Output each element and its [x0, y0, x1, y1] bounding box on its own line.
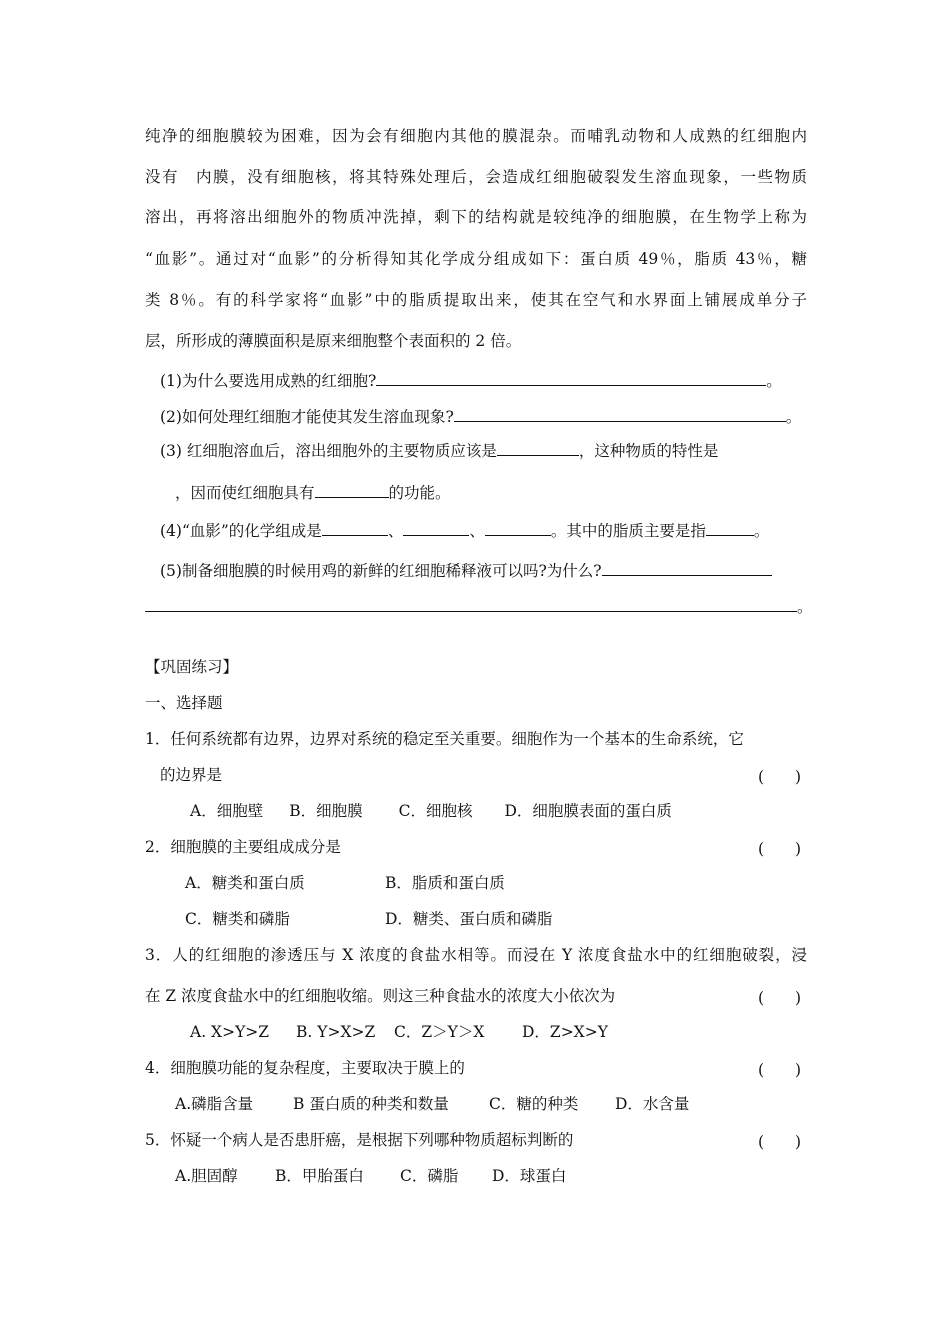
separator: 、: [469, 522, 485, 540]
question-4-text: 。其中的脂质主要是指: [550, 522, 706, 540]
passage-line: 层，所形成的薄膜面积是原来细胞整个表面积的 2 倍。: [145, 332, 522, 350]
answer-blank[interactable]: [706, 521, 754, 536]
answer-blank[interactable]: [485, 521, 551, 536]
mc-question-3-stem-2: 在 Z 浓度食盐水中的红细胞收缩。则这三种食盐水的浓度大小依次为: [145, 987, 616, 1005]
mc-question-4-stem: 4．细胞膜功能的复杂程度，主要取决于膜上的: [145, 1059, 465, 1077]
option-c[interactable]: C．细胞核: [398, 802, 473, 820]
mc-question-2-options-row-1: [185, 873, 505, 893]
passage-line: 溶出，再将溶出细胞外的物质冲洗掉，剩下的结构就是较纯净的细胞膜，在生物学上称为: [145, 208, 807, 226]
option-b[interactable]: B. Y>X>Z: [296, 1023, 376, 1041]
answer-blank[interactable]: [315, 483, 389, 498]
option-b[interactable]: B 蛋白质的种类和数量: [293, 1095, 449, 1113]
question-4: [160, 521, 769, 541]
answer-blank[interactable]: [145, 597, 797, 612]
answer-paren[interactable]: ( ): [758, 840, 802, 858]
answer-blank[interactable]: [403, 521, 469, 536]
passage-line: 类 8％。有的科学家将“血影”中的脂质提取出来，使其在空气和水界面上铺展成单分子: [145, 291, 807, 309]
question-4-text: (4)“血影”的化学组成是: [160, 522, 322, 540]
option-c[interactable]: C．糖的种类: [489, 1095, 579, 1113]
option-c[interactable]: C．磷脂: [400, 1167, 459, 1185]
question-2-text: (2)如何处理红细胞才能使其发生溶血现象?: [160, 408, 454, 426]
mc-question-3-options: [190, 1022, 608, 1042]
question-3-text: ，这种物质的特性是: [578, 442, 719, 460]
option-a[interactable]: A．糖类和蛋白质: [185, 874, 305, 892]
option-d[interactable]: D．水含量: [615, 1095, 690, 1113]
answer-paren[interactable]: ( ): [758, 1133, 802, 1151]
mc-question-2-options-row-2: [185, 909, 552, 929]
question-3-line-2: [175, 483, 451, 503]
option-a[interactable]: A. X>Y>Z: [190, 1023, 270, 1041]
question-5-text: (5)制备细胞膜的时候用鸡的新鲜的红细胞稀释液可以吗?为什么?: [160, 562, 602, 580]
option-d[interactable]: D．Z>X>Y: [522, 1023, 608, 1041]
mc-question-1-options: [190, 801, 672, 821]
question-5-line-2: [145, 597, 813, 617]
option-c[interactable]: C．Z＞Y＞X: [394, 1023, 485, 1041]
answer-paren[interactable]: ( ): [758, 768, 802, 786]
option-a[interactable]: A.磷脂含量: [175, 1095, 254, 1113]
end-mark: 。: [785, 408, 802, 426]
end-mark: 。: [753, 522, 770, 540]
option-a[interactable]: A.胆固醇: [175, 1167, 238, 1185]
mc-question-1-stem: 1．任何系统都有边界，边界对系统的稳定至关重要。细胞作为一个基本的生命系统，它: [145, 730, 744, 748]
separator: 、: [387, 522, 404, 540]
answer-paren[interactable]: ( ): [758, 989, 802, 1007]
question-3-text: (3) 红细胞溶血后，溶出细胞外的主要物质应该是: [160, 442, 497, 460]
option-d[interactable]: D．糖类、蛋白质和磷脂: [385, 910, 553, 928]
question-3-line-1: [160, 441, 718, 461]
end-mark: 。: [797, 598, 813, 616]
mc-question-5-stem: 5．怀疑一个病人是否患肝癌，是根据下列哪种物质超标判断的: [145, 1131, 574, 1149]
mc-question-5-options: [175, 1166, 566, 1186]
question-2: [160, 407, 801, 427]
end-mark: 。: [766, 372, 782, 390]
question-1-text: (1)为什么要选用成熟的红细胞?: [160, 372, 377, 390]
answer-paren[interactable]: ( ): [758, 1061, 802, 1079]
question-3-text: ，因而使红细胞具有: [175, 484, 315, 502]
option-b[interactable]: B．脂质和蛋白质: [385, 874, 505, 892]
mc-question-1-stem-2: 的边界是: [160, 766, 223, 784]
answer-blank[interactable]: [454, 407, 786, 422]
passage-line: “血影”。通过对“血影”的分析得知其化学成分组成如下：蛋白质 49％，脂质 43％，糖: [145, 250, 807, 268]
mc-question-3-stem: 3．人的红细胞的渗透压与 X 浓度的食盐水相等。而浸在 Y 浓度食盐水中的红细胞破裂，浸: [145, 946, 807, 964]
section-title: 一、选择题: [145, 694, 223, 712]
mc-question-2-stem: 2．细胞膜的主要组成成分是: [145, 838, 341, 856]
option-d[interactable]: D．细胞膜表面的蛋白质: [504, 802, 672, 820]
option-a[interactable]: A．细胞壁: [190, 802, 264, 820]
option-c[interactable]: C．糖类和磷脂: [185, 910, 290, 928]
passage-line: 没有 内膜，没有细胞核，将其特殊处理后，会造成红细胞破裂发生溶血现象，一些物质: [145, 168, 807, 186]
option-d[interactable]: D．球蛋白: [492, 1167, 567, 1185]
option-b[interactable]: B．细胞膜: [289, 802, 363, 820]
answer-blank[interactable]: [497, 441, 579, 456]
question-3-text: 的功能。: [388, 484, 451, 502]
question-5: [160, 561, 772, 581]
mc-question-4-options: [175, 1094, 689, 1114]
answer-blank[interactable]: [322, 521, 388, 536]
question-1: [160, 371, 782, 391]
answer-blank[interactable]: [602, 561, 772, 576]
passage-line: 纯净的细胞膜较为困难，因为会有细胞内其他的膜混杂。而哺乳动物和人成熟的红细胞内: [145, 127, 807, 145]
answer-blank[interactable]: [376, 371, 766, 386]
option-b[interactable]: B．甲胎蛋白: [275, 1167, 364, 1185]
practice-header: 【巩固练习】: [145, 658, 239, 676]
